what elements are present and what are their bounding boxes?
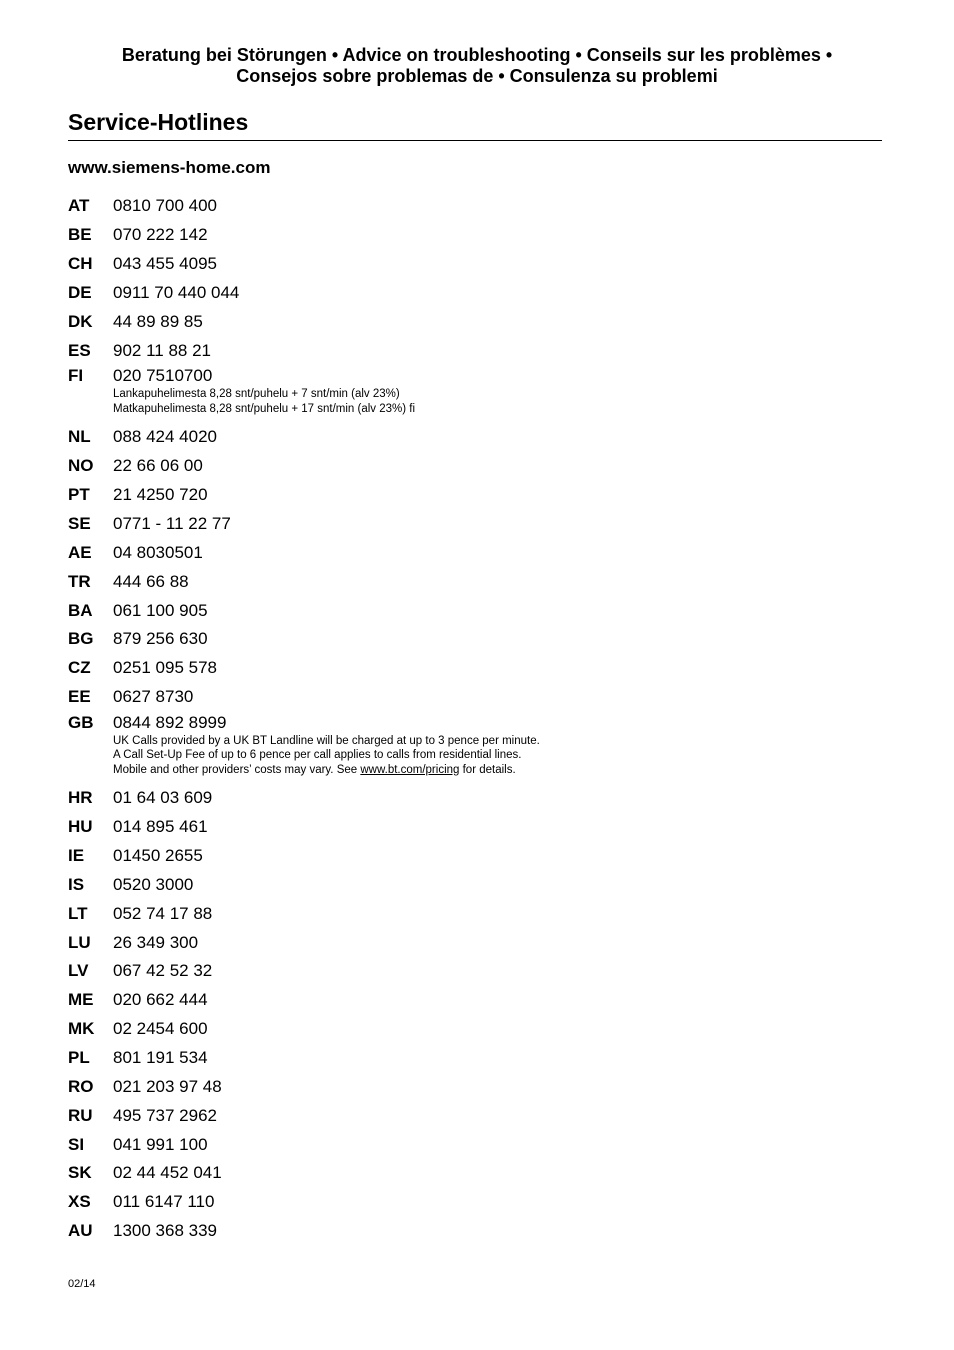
hotline-entry [68,1130,868,1159]
hotline-row [68,899,868,928]
phone-number: 444 66 88 [113,571,189,591]
hotline-entry [68,625,868,654]
hotline-row [68,1159,868,1188]
country-code: MK [68,1019,95,1039]
hotline-entry [68,510,868,539]
hotline-row [68,538,868,567]
note-line: Lankapuhelimesta 8,28 snt/puhelu + 7 snt/min (alv 23%) [113,388,400,401]
phone-number: 021 203 97 48 [113,1076,222,1096]
hotline-entry [68,1072,868,1101]
hotline-row [68,683,868,712]
hotline-row [68,250,868,279]
country-code: FI [68,366,84,386]
hotline-row [68,1015,868,1044]
pricing-link[interactable]: www.bt.com/pricing [360,763,460,776]
country-code: IS [68,874,85,894]
hotline-entry [68,365,868,423]
country-code: AU [68,1221,93,1241]
hotline-entry [68,1015,868,1044]
phone-number: 0844 892 8999 [113,712,227,732]
hotline-row [68,871,868,900]
hotline-row [68,365,868,387]
hotline-entry [68,336,868,365]
hotline-entry [68,279,868,308]
country-code: RO [68,1076,94,1096]
phone-number: 1300 368 339 [113,1221,217,1241]
country-code: SK [68,1163,92,1183]
hotline-row [68,712,868,734]
hotline-row [68,842,868,871]
country-code: BG [68,629,94,649]
phone-number: 088 424 4020 [113,427,217,447]
hotline-row [68,957,868,986]
country-code: GB [68,712,94,732]
phone-number: 44 89 89 85 [113,311,203,331]
phone-number: 01 64 03 609 [113,788,213,808]
hotline-notes [113,734,868,785]
phone-number: 0810 700 400 [113,196,217,216]
note-line [113,763,868,778]
phone-number: 043 455 4095 [113,254,217,274]
note-text: for details. [459,763,516,776]
hotline-row [68,336,868,365]
hotline-row [68,986,868,1015]
phone-number: 01450 2655 [113,846,203,866]
phone-number: 22 66 06 00 [113,456,203,476]
phone-number: 04 8030501 [113,542,203,562]
hotline-row [68,192,868,221]
hotline-row [68,279,868,308]
hotline-row [68,654,868,683]
country-code: CH [68,254,93,274]
hotline-row [68,1044,868,1073]
hotline-row [68,452,868,481]
hotline-entry [68,307,868,336]
phone-number: 061 100 905 [113,600,208,620]
hotline-row [68,1130,868,1159]
note-text: Mobile and other providers’ costs may vary. See [113,763,361,776]
hotline-entry [68,221,868,250]
hotline-row [68,928,868,957]
hotline-entry [68,538,868,567]
hotline-row [68,784,868,813]
hotline-entry [68,813,868,842]
hotline-row [68,567,868,596]
phone-number: 801 191 534 [113,1048,208,1068]
hotline-row [68,510,868,539]
note-line: A Call Set-Up Fee of up to 6 pence per call applies to calls from residential lines. [113,749,522,761]
country-code: NO [68,456,94,476]
hotline-entry [68,842,868,871]
hotline-row [68,596,868,625]
phone-number: 0520 3000 [113,874,194,894]
phone-number: 070 222 142 [113,225,208,245]
country-code: XS [68,1192,91,1212]
hotline-entry [68,928,868,957]
hotline-row [68,625,868,654]
country-code: IE [68,846,85,866]
country-code: ME [68,990,94,1010]
country-code: SE [68,514,91,534]
title-divider [68,140,882,141]
country-code: HR [68,788,93,808]
page-header [40,45,914,87]
phone-number: 495 737 2962 [113,1105,217,1125]
hotline-entry [68,784,868,813]
hotline-row [68,1188,868,1217]
phone-number: 041 991 100 [113,1134,208,1154]
hotline-entry [68,986,868,1015]
phone-number: 0911 70 440 044 [113,282,240,302]
hotline-entry [68,957,868,986]
country-code: NL [68,427,91,447]
country-code: RU [68,1105,93,1125]
hotline-row [68,1101,868,1130]
phone-number: 902 11 88 21 [113,340,211,360]
country-code: AE [68,542,92,562]
hotline-entry [68,192,868,221]
country-code: LV [68,961,89,981]
hotline-entry [68,899,868,928]
phone-number: 0627 8730 [113,687,194,707]
phone-number: 067 42 52 32 [113,961,213,981]
phone-number: 879 256 630 [113,629,208,649]
hotline-entry [68,423,868,452]
hotline-notes [113,387,868,423]
phone-number: 02 44 452 041 [113,1163,222,1183]
phone-number: 011 6147 110 [113,1192,215,1212]
hotline-entry [68,481,868,510]
country-code: PL [68,1048,90,1068]
phone-number: 21 4250 720 [113,485,208,505]
phone-number: 014 895 461 [113,817,208,837]
hotline-row [68,423,868,452]
phone-number: 020 662 444 [113,990,208,1010]
phone-number: 26 349 300 [113,932,199,952]
hotline-entry [68,1101,868,1130]
country-code: BE [68,225,92,245]
header-line-1: Beratung bei Störungen • Advice on troubleshooting • Conseils sur les problèmes • [121,45,833,65]
hotline-entry [68,452,868,481]
country-code: LU [68,932,91,952]
country-code: AT [68,196,90,216]
hotline-entry [68,1159,868,1188]
country-code: ES [68,340,91,360]
country-code: EE [68,687,91,707]
phone-number: 052 74 17 88 [113,903,213,923]
hotline-entry [68,712,868,785]
website-link[interactable]: www.siemens-home.com [68,158,271,177]
hotline-entry [68,1044,868,1073]
hotline-row [68,1217,868,1246]
hotline-row [68,481,868,510]
hotline-entry [68,250,868,279]
phone-number: 02 2454 600 [113,1019,208,1039]
hotline-list [68,192,868,1246]
hotline-entry [68,654,868,683]
page-title: Service-Hotlines [68,109,249,135]
header-line-2: Consejos sobre problemas de • Consulenza su problemi [236,66,718,86]
hotline-row [68,307,868,336]
country-code: TR [68,571,91,591]
country-code: LT [68,903,88,923]
hotline-entry [68,1217,868,1246]
hotline-entry [68,567,868,596]
hotline-entry [68,871,868,900]
hotline-row [68,813,868,842]
phone-number: 0771 - 11 22 77 [113,514,231,534]
country-code: SI [68,1134,85,1154]
hotline-row [68,1072,868,1101]
hotline-entry [68,1188,868,1217]
country-code: DK [68,311,93,331]
note-line: Matkapuhelimesta 8,28 snt/puhelu + 17 snt/min (alv 23%) fi [113,402,416,415]
hotline-row [68,221,868,250]
country-code: CZ [68,658,91,678]
hotline-entry [68,596,868,625]
phone-number: 0251 095 578 [113,658,217,678]
footer-date: 02/14 [68,1278,96,1290]
country-code: PT [68,485,90,505]
hotline-entry [68,683,868,712]
phone-number: 020 7510700 [113,366,213,386]
country-code: BA [68,600,93,620]
country-code: DE [68,282,92,302]
note-line: UK Calls provided by a UK BT Landline will be charged at up to 3 pence per minute. [113,734,540,747]
country-code: HU [68,817,93,837]
